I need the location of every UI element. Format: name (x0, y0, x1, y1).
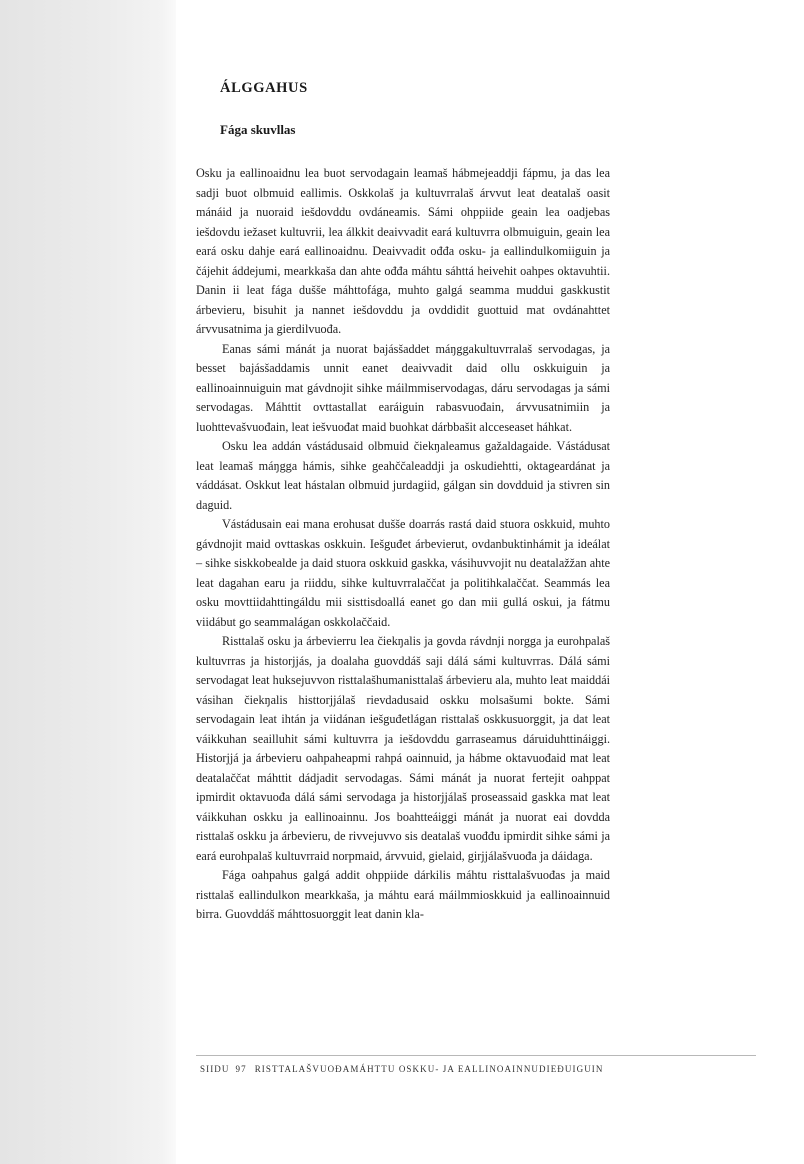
paragraph-6: Fága oahpahus galgá addit ohppiide dárkilis máhtu risttalašvuođas ja maid risttalaš eallindulkon mearkkaša, ja máhtu eará máilmmioskkuid ja eallinoainnuid birra. Guovddáš máhttosuorggit leat danin kla- (196, 868, 610, 921)
paragraph-1: Osku ja eallinoaidnu lea buot servodagain leamaš hábmejeaddji fápmu, ja das lea sadji buot olbmuid eallimis. Oskkolaš ja kultuvrralaš árvvut leat deatalaš oasit mánáid ja nuoraid iešdovddu ovdáneamis. Sámi ohppiide geain lea oadjebas iešdovdu iežaset kultuvrii, lea álkkit deaivvadit eará kultuvrra olbmuiguin, geain lea eará osku dahje eará eallinoaidnu. Deaivvadit ođđa osku- ja eallindulkomiiguin ja čájehit áddejumi, mearkkaša dan ahte ođđa máhtu sáhttá heivehit oahpes oktavuhtii. Danin ii leat fága dušše máhttofága, muhto galgá seamma muddui gaskkustit árbevieru, bisuhit ja nannet iešdovddu ja ovddidit guottuid mat ovdánahttet árvvusatnima ja gierdilvuođa. (196, 166, 610, 336)
subsection-title: Fága skuvllas (220, 122, 296, 137)
footer-page-number: 97 (235, 1064, 247, 1074)
scan-page-edge (0, 0, 176, 1164)
footer-rule (196, 1055, 756, 1056)
body-text (196, 164, 610, 925)
paragraph-5: Risttalaš osku ja árbevierru lea čiekŋalis ja govda rávdnji norgga ja eurohpalaš kultuvrras ja historjjás, ja doalaha guovddáš saji dálá sámi kultuvrras. Dálá sámi servodagat leat huksejuvvon risttalašhumanisttalaš árbevieru ala, muhto leat maiddái vásihan čiekŋalis histtorjjálaš rievdadusaid oskku molsašumi bokte. Sámi servodagain leat ihtán ja viidánan iešguđetlágan risttalaš oskkusuorggit, ja dat leat váikkuhan seailluhit sámi kultuvrra ja iešdovddu garraseamus dáruiduhttináiggi. Historjjá ja árbevieru oahpaheapmi rahpá oainnuid, ja hábme oktavuođaid mat leat deatalaččat máhttit dádjadit servodagas. Sámi mánát ja nuorat fertejit oahppat ipmirdit oktavuođa dálá sámi servodaga ja historjjálaš proseassaid gaskka mat leat váikkuhan oskku ja eallinoainnu. Jos boahtteáiggi mánát ja nuorat eai dovdda risttalaš oskku ja árbevieru, de rivvejuvvo sis deatalaš vuođđu ipmirdit sihke sámi ja eará eurohpalaš kultuvrraid norpmaid, árvvuid, gielaid, girjjálašvuođa ja dáidaga. (196, 634, 610, 863)
paragraph-2: Eanas sámi mánát ja nuorat bajásšaddet máŋggakultuvrralaš servodagas, ja besset bajásšaddamis unnit eanet deaivvadit daid ollu oskkuiguin ja eallinoainnuiguin mat gávdnojit sihke máilmmiservodagas, dáru servodagas ja sámi servodagas. Máhttit ovttastallat earáiguin rabasvuođain, árvvusatnimiin ja luohttevašvuođain, leat iešvuođat maid buohkat dárbbašit alcceseaset háhkat. (196, 341, 610, 434)
section-title: ÁLGGAHUS (220, 80, 308, 96)
footer-running-title: RISTTALAŠVUOĐAMÁHTTU OSKKU- JA EALLINOAINNUDIEĐUIGUIN (254, 1064, 604, 1074)
page-content (196, 0, 610, 1164)
page-footer (200, 1064, 604, 1074)
paragraph-4: Vástádusain eai mana erohusat dušše doarrás rastá daid stuora oskkuid, muhto gávdnojit maid ovttaskas oskkuin. Iešguđet árbevierut, ovdanbuktinhámit ja ideálat – sihke siskkobealde ja daid stuora oskkuid gaskka, vásihuvvojit nu deatalažžan ahte leat dagahan earu ja riiddu, sihke kultuvrralaččat ja politihkalaččat. Seammás lea osku movttiidahttingáldu mii sisttisdoallá eanet go dan mii gullá oskui, ja fátmu viidábut go seammalágan oskkolaččaid. (196, 517, 610, 629)
footer-page-label: SIIDU (200, 1064, 230, 1074)
paragraph-3: Osku lea addán vástádusaid olbmuid čiekŋaleamus gažaldagaide. Vástádusat leat leamaš máŋgga hámis, sihke geahččaleaddji ja oskudiehtti, oktageardánat ja váddásat. Oskkut leat hástalan olbmuid jurdagiid, gálgan sin dovdduid ja stivren sin daguid. (196, 439, 610, 512)
